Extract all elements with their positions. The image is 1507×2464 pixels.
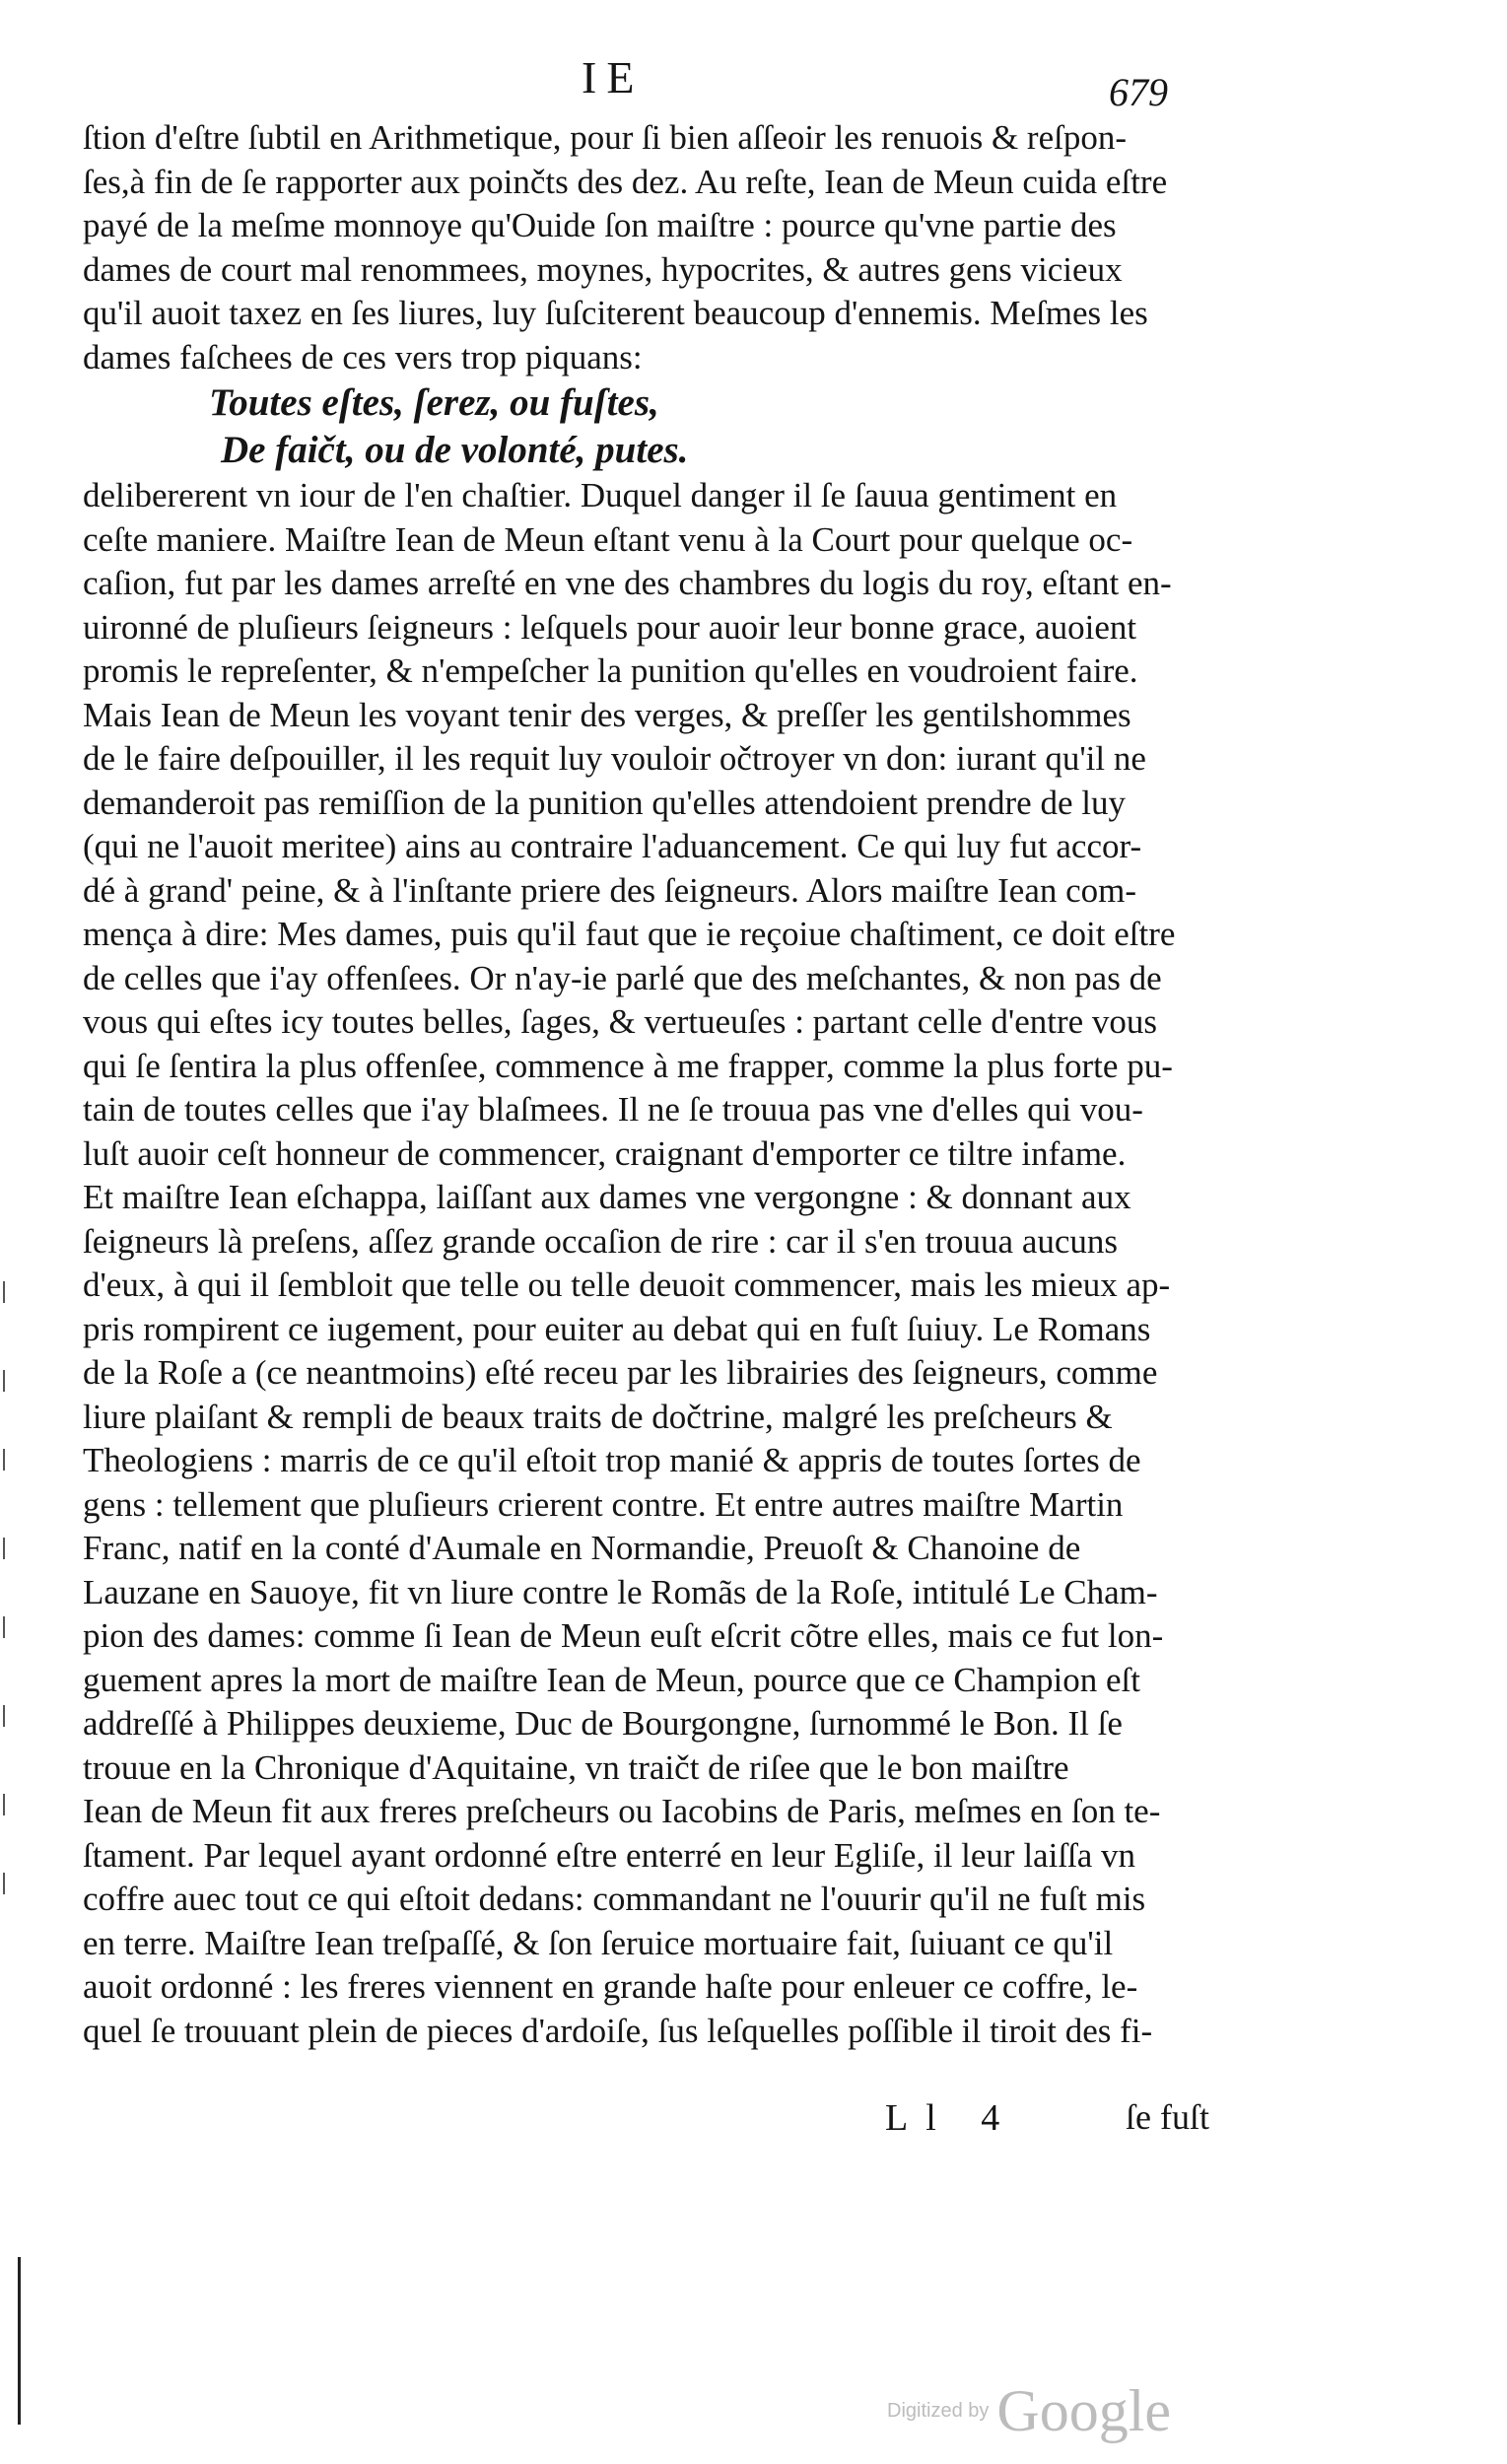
text-line: guement apres la mort de maiſtre Iean de Meun, pource que ce Champion eſt bbox=[83, 1660, 1140, 1699]
verse-line: Toutes eſtes, ſerez, ou fuſtes, bbox=[209, 381, 659, 424]
text-line: ſtion d'eſtre ſubtil en Arithmetique, pour ſi bien aſſeoir les renuois & reſpon- bbox=[83, 118, 1127, 157]
page-number: 679 bbox=[1109, 70, 1168, 114]
text-line: (qui ne l'auoit meritee) ains au contraire l'aduancement. Ce qui luy fut accor- bbox=[83, 827, 1142, 865]
page-edge-marks bbox=[0, 1281, 16, 1971]
text-line: d'eux, à qui il ſembloit que telle ou telle deuoit commencer, mais les mieux ap- bbox=[83, 1266, 1171, 1304]
text-line: auoit ordonné : les freres viennent en grande haſte pour enleuer ce coffre, le- bbox=[83, 1967, 1138, 2006]
body-text bbox=[83, 116, 1246, 2053]
text-line: Theologiens : marris de ce qu'il eſtoit trop manié & appris de toutes ſortes de bbox=[83, 1441, 1141, 1479]
watermark-prefix: Digitized by bbox=[887, 2400, 990, 2422]
catchword: ſe fuſt bbox=[1126, 2097, 1209, 2137]
text-line: mença à dire: Mes dames, puis qu'il faut que ie reçoiue chaſtiment, ce doit eſtre bbox=[83, 915, 1176, 953]
text-line: addreſſé à Philippes deuxieme, Duc de Bourgongne, ſurnommé le Bon. Il ſe bbox=[83, 1704, 1123, 1743]
text-line: ſes,à fin de ſe rapporter aux poinčts des dez. Au reſte, Iean de Meun cuida eſtre bbox=[83, 162, 1168, 201]
text-line: pion des dames: comme ſi Iean de Meun euſt eſcrit cõtre elles, mais ce fut lon- bbox=[83, 1616, 1164, 1655]
text-line: Iean de Meun fit aux freres preſcheurs ou Iacobins de Paris, meſmes en ſon te- bbox=[83, 1792, 1161, 1830]
text-line: tain de toutes celles que i'ay blaſmees. Il ne ſe trouua pas vne d'elles qui vou- bbox=[83, 1090, 1143, 1129]
text-line: Franc, natif en la conté d'Aumale en Normandie, Preuoſt & Chanoine de bbox=[83, 1529, 1081, 1567]
text-line: ſtament. Par lequel ayant ordonné eſtre enterré en leur Egliſe, il leur laiſſa vn bbox=[83, 1835, 1136, 1875]
text-line: en terre. Maiſtre Iean treſpaſſé, & ſon ſeruice mortuaire fait, ſuiuant ce qu'il bbox=[83, 1923, 1114, 1962]
text-line: dames faſchees de ces vers trop piquans: bbox=[83, 337, 643, 376]
text-line: dames de court mal renommees, moynes, hypocrites, & autres gens vicieux bbox=[83, 249, 1123, 289]
text-line: de la Roſe a (ce neantmoins) eſté receu par les librairies des ſeigneurs, comme bbox=[83, 1353, 1158, 1392]
text-line: dé à grand' peine, & à l'inſtante priere des ſeigneurs. Alors maiſtre Iean com- bbox=[83, 870, 1137, 910]
text-line: Et maiſtre Iean eſchappa, laiſſant aux dames vne vergongne : & donnant aux bbox=[83, 1178, 1131, 1216]
text-line: delibererent vn iour de l'en chaſtier. Duquel danger il ſe ſauua gentiment en bbox=[83, 476, 1118, 514]
signature-mark: Ll 4 bbox=[885, 2097, 1018, 2139]
text-line: de celles que i'ay offenſees. Or n'ay-ie parlé que des meſchantes, & non pas de bbox=[83, 958, 1162, 997]
text-line: coffre auec tout ce qui eſtoit dedans: commandant ne l'ouurir qu'il ne fuſt mis bbox=[83, 1880, 1146, 1918]
text-line: liure plaiſant & rempli de beaux traits de dočtrine, malgré les preſcheurs & bbox=[83, 1397, 1113, 1436]
text-line: Mais Iean de Meun les voyant tenir des verges, & preſſer les gentilshommes bbox=[83, 695, 1131, 734]
verse-line: De faičt, ou de volonté, putes. bbox=[221, 429, 689, 471]
running-head: IE bbox=[582, 52, 645, 103]
text-line: uironné de pluſieurs ſeigneurs : leſquels pour auoir leur bonne grace, auoient bbox=[83, 607, 1137, 647]
text-line: qu'il auoit taxez en ſes liures, luy ſuſciterent beaucoup d'ennemis. Meſmes les bbox=[83, 294, 1148, 332]
text-line: caſion, fut par les dames arreſté en vne des chambres du logis du roy, eſtant en- bbox=[83, 564, 1172, 602]
text-line: gens : tellement que pluſieurs crierent contre. Et entre autres maiſtre Martin bbox=[83, 1484, 1124, 1524]
text-line: ſeigneurs là preſens, aſſez grande occaſion de rire : car il s'en trouua aucuns bbox=[83, 1221, 1119, 1261]
text-line: trouue en la Chronique d'Aquitaine, vn traičt de riſee que le bon maiſtre bbox=[83, 1747, 1069, 1787]
digitized-watermark bbox=[887, 2377, 1171, 2445]
text-line: quel ſe trouuant plein de pieces d'ardoiſe, ſus leſquelles poſſible il tiroit des fi- bbox=[83, 2011, 1153, 2050]
text-line: promis le repreſenter, & n'empeſcher la punition qu'elles en voudroient faire. bbox=[83, 651, 1138, 690]
text-line: pris rompirent ce iugement, pour euiter au debat qui en fuſt ſuiuy. Le Romans bbox=[83, 1309, 1151, 1348]
text-line: Lauzane en Sauoye, fit vn liure contre le Romãs de la Roſe, intitulé Le Cham- bbox=[83, 1572, 1158, 1611]
text-line: luſt auoir ceſt honneur de commencer, craignant d'emporter ce tiltre infame. bbox=[83, 1133, 1127, 1173]
text-line: payé de la meſme monnoye qu'Ouide ſon maiſtre : pource qu'vne partie des bbox=[83, 206, 1117, 244]
text-line: qui ſe ſentira la plus offenſee, commence à me frapper, comme la plus forte pu- bbox=[83, 1046, 1173, 1085]
text-line: ceſte maniere. Maiſtre Iean de Meun eſtant venu à la Court pour quelque oc- bbox=[83, 519, 1133, 559]
binding-edge-line bbox=[18, 2257, 21, 2425]
google-logo: Google bbox=[996, 2378, 1172, 2443]
text-line: demanderoit pas remiſſion de la punition qu'elles attendoient prendre de luy bbox=[83, 783, 1126, 822]
text-line: vous qui eſtes icy toutes belles, ſages, & vertueuſes : partant celle d'entre vous bbox=[83, 1002, 1158, 1041]
text-line: de le faire deſpouiller, il les requit luy vouloir očtroyer vn don: iurant qu'il ne bbox=[83, 739, 1146, 778]
